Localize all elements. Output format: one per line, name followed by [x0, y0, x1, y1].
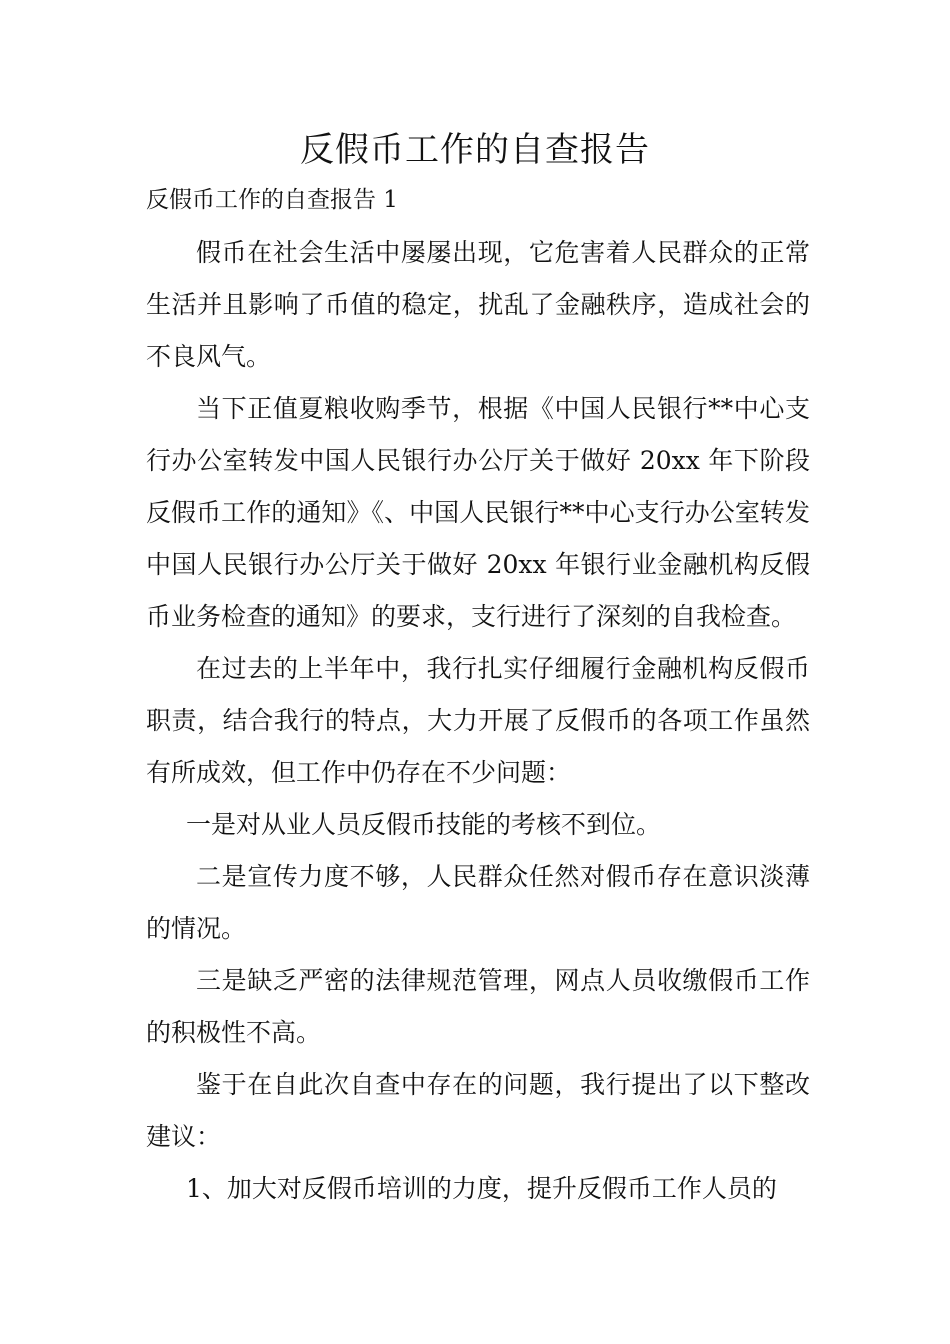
paragraph: 三是缺乏严密的法律规范管理，网点人员收缴假币工作的积极性不高。 [146, 966, 810, 1047]
paragraph: 1、加大对反假币培训的力度，提升反假币工作人员的 [186, 1174, 777, 1203]
paragraph: 在过去的上半年中，我行扎实仔细履行金融机构反假币职责，结合我行的特点，大力开展了反假币的各项工作虽然有所成效，但工作中仍存在不少问题： [146, 654, 810, 787]
document-title: 反假币工作的自查报告 [300, 130, 650, 170]
paragraph: 二是宣传力度不够，人民群众任然对假币存在意识淡薄的情况。 [146, 862, 810, 943]
paragraph: 一是对从业人员反假币技能的考核不到位。 [186, 810, 662, 839]
document-body [146, 227, 810, 1215]
document-subtitle: 反假币工作的自查报告 1 [146, 187, 398, 213]
paragraph: 当下正值夏粮收购季节，根据《中国人民银行**中心支行办公室转发中国人民银行办公厅关于做好 20xx 年下阶段反假币工作的通知》《、中国人民银行**中心支行办公室转发中国人民银行办公厅关于做好 20xx 年银行业金融机构反假币业务检查的通知》的要求，支行进行了深刻的自我检查。 [146, 394, 810, 631]
paragraph: 鉴于在自此次自查中存在的问题，我行提出了以下整改建议： [146, 1070, 810, 1151]
paragraph: 假币在社会生活中屡屡出现，它危害着人民群众的正常生活并且影响了币值的稳定，扰乱了金融秩序，造成社会的不良风气。 [146, 238, 810, 371]
